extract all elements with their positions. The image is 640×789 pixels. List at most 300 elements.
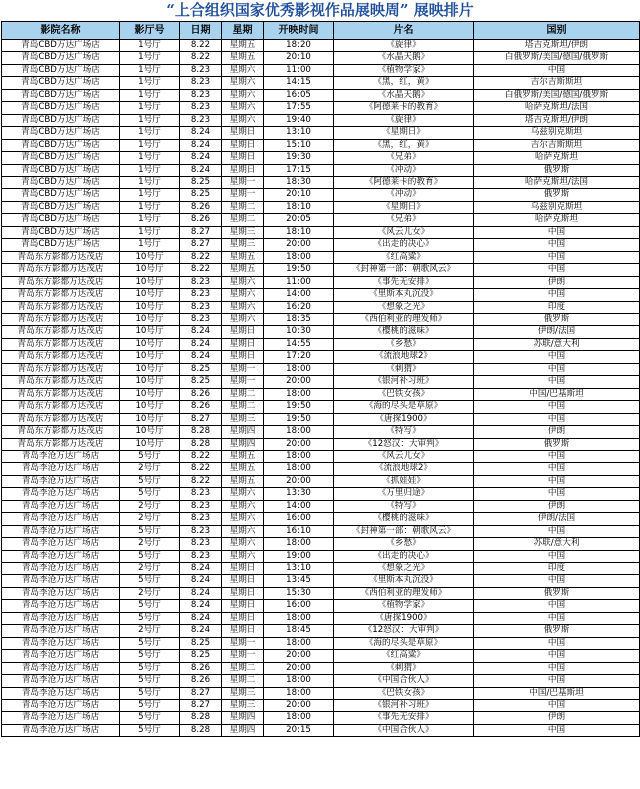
cell-date: 8.22 [180, 52, 222, 64]
cell-start-time: 20:00 [264, 438, 334, 450]
cell-weekday: 星期三 [222, 239, 264, 251]
cell-date: 8.23 [180, 102, 222, 114]
cell-cinema: 青岛东方影都万达茂店 [2, 289, 120, 301]
cell-cinema: 青岛李沧万达广场店 [2, 625, 120, 637]
header-row [2, 22, 640, 40]
cell-start-time: 18:00 [264, 363, 334, 375]
cell-hall: 5号厅 [120, 637, 180, 649]
cell-hall: 10号厅 [120, 376, 180, 388]
cell-hall: 10号厅 [120, 363, 180, 375]
table-row [2, 426, 640, 438]
cell-film-title: 《水晶天鹅》 [334, 89, 474, 101]
cell-hall: 1号厅 [120, 152, 180, 164]
cell-weekday: 星期一 [222, 376, 264, 388]
cell-start-time: 20:10 [264, 52, 334, 64]
table-row [2, 525, 640, 537]
cell-hall: 5号厅 [120, 662, 180, 674]
cell-weekday: 星期二 [222, 388, 264, 400]
cell-film-title: 《乡愁》 [334, 338, 474, 350]
table-row [2, 413, 640, 425]
cell-hall: 1号厅 [120, 214, 180, 226]
cell-hall: 5号厅 [120, 575, 180, 587]
table-row [2, 724, 640, 736]
table-row [2, 662, 640, 674]
cell-film-title: 《风云儿女》 [334, 450, 474, 462]
cell-film-title: 《流浪地球2》 [334, 351, 474, 363]
cell-country: 俄罗斯 [474, 189, 640, 201]
cell-cinema: 青岛CBD万达广场店 [2, 40, 120, 52]
cell-cinema: 青岛李沧万达广场店 [2, 637, 120, 649]
cell-film-title: 《西伯利亚的理发师》 [334, 587, 474, 599]
cell-country: 中国 [474, 376, 640, 388]
table-row [2, 625, 640, 637]
cell-date: 8.23 [180, 313, 222, 325]
cell-country: 中国 [474, 450, 640, 462]
cell-weekday: 星期二 [222, 662, 264, 674]
cell-start-time: 16:20 [264, 301, 334, 313]
cell-weekday: 星期六 [222, 301, 264, 313]
cell-film-title: 《流浪地球2》 [334, 463, 474, 475]
cell-cinema: 青岛李沧万达广场店 [2, 575, 120, 587]
cell-date: 8.26 [180, 675, 222, 687]
cell-hall: 10号厅 [120, 351, 180, 363]
cell-hall: 5号厅 [120, 675, 180, 687]
table-row [2, 77, 640, 89]
cell-date: 8.24 [180, 127, 222, 139]
cell-country: 中国 [474, 226, 640, 238]
cell-country: 中国 [474, 662, 640, 674]
cell-country: 哈萨克斯坦 [474, 214, 640, 226]
cell-cinema: 青岛CBD万达广场店 [2, 127, 120, 139]
cell-hall: 1号厅 [120, 77, 180, 89]
cell-weekday: 星期五 [222, 450, 264, 462]
cell-film-title: 《樱桃的滋味》 [334, 326, 474, 338]
cell-start-time: 14:00 [264, 500, 334, 512]
cell-film-title: 《封神第一部：朝歌风云》 [334, 525, 474, 537]
cell-hall: 5号厅 [120, 488, 180, 500]
cell-hall: 10号厅 [120, 326, 180, 338]
cell-film-title: 《巴铁女孩》 [334, 687, 474, 699]
cell-weekday: 星期一 [222, 637, 264, 649]
cell-cinema: 青岛CBD万达广场店 [2, 77, 120, 89]
cell-cinema: 青岛CBD万达广场店 [2, 102, 120, 114]
cell-country: 印度 [474, 563, 640, 575]
cell-weekday: 星期六 [222, 500, 264, 512]
cell-film-title: 《唐探1900》 [334, 413, 474, 425]
cell-hall: 10号厅 [120, 426, 180, 438]
cell-hall: 5号厅 [120, 712, 180, 724]
cell-hall: 2号厅 [120, 625, 180, 637]
cell-country: 中国 [474, 637, 640, 649]
table-row [2, 152, 640, 164]
table-row [2, 201, 640, 213]
cell-cinema: 青岛李沧万达广场店 [2, 513, 120, 525]
cell-hall: 5号厅 [120, 612, 180, 624]
schedule-table [1, 21, 640, 737]
table-row [2, 239, 640, 251]
cell-country: 中国 [474, 612, 640, 624]
cell-date: 8.25 [180, 637, 222, 649]
cell-hall: 1号厅 [120, 239, 180, 251]
cell-cinema: 青岛李沧万达广场店 [2, 650, 120, 662]
table-row [2, 463, 640, 475]
cell-date: 8.27 [180, 700, 222, 712]
cell-weekday: 星期二 [222, 214, 264, 226]
column-header-film-title: 片名 [334, 22, 474, 40]
cell-country: 伊朗 [474, 712, 640, 724]
cell-weekday: 星期五 [222, 40, 264, 52]
cell-hall: 2号厅 [120, 587, 180, 599]
cell-hall: 10号厅 [120, 264, 180, 276]
column-header-hall: 影厅号 [120, 22, 180, 40]
table-row [2, 326, 640, 338]
cell-cinema: 青岛李沧万达广场店 [2, 662, 120, 674]
cell-weekday: 星期六 [222, 313, 264, 325]
cell-start-time: 11:00 [264, 64, 334, 76]
table-row [2, 114, 640, 126]
cell-weekday: 星期日 [222, 351, 264, 363]
cell-weekday: 星期五 [222, 475, 264, 487]
cell-start-time: 18:00 [264, 463, 334, 475]
cell-country: 中国 [474, 575, 640, 587]
cell-date: 8.24 [180, 587, 222, 599]
cell-hall: 10号厅 [120, 413, 180, 425]
cell-hall: 1号厅 [120, 201, 180, 213]
cell-weekday: 星期六 [222, 538, 264, 550]
cell-country: 苏联/意大利 [474, 538, 640, 550]
cell-date: 8.23 [180, 89, 222, 101]
cell-cinema: 青岛李沧万达广场店 [2, 724, 120, 736]
cell-weekday: 星期四 [222, 426, 264, 438]
cell-weekday: 星期六 [222, 64, 264, 76]
cell-date: 8.22 [180, 40, 222, 52]
table-row [2, 289, 640, 301]
cell-start-time: 18:45 [264, 625, 334, 637]
cell-country: 伊朗/法国 [474, 513, 640, 525]
cell-country: 中国/巴基斯坦 [474, 687, 640, 699]
cell-hall: 2号厅 [120, 500, 180, 512]
cell-cinema: 青岛东方影都万达茂店 [2, 338, 120, 350]
cell-hall: 10号厅 [120, 313, 180, 325]
cell-weekday: 星期日 [222, 139, 264, 151]
cell-weekday: 星期六 [222, 114, 264, 126]
cell-film-title: 《12怒汉：大审判》 [334, 438, 474, 450]
cell-weekday: 星期六 [222, 102, 264, 114]
cell-film-title: 《特写》 [334, 426, 474, 438]
cell-start-time: 20:00 [264, 650, 334, 662]
cell-date: 8.23 [180, 525, 222, 537]
cell-cinema: 青岛CBD万达广场店 [2, 89, 120, 101]
cell-weekday: 星期一 [222, 189, 264, 201]
cell-film-title: 《事先无安排》 [334, 712, 474, 724]
cell-weekday: 星期二 [222, 401, 264, 413]
cell-date: 8.28 [180, 724, 222, 736]
cell-date: 8.22 [180, 475, 222, 487]
cell-cinema: 青岛李沧万达广场店 [2, 488, 120, 500]
cell-start-time: 19:30 [264, 152, 334, 164]
cell-date: 8.26 [180, 201, 222, 213]
table-row [2, 687, 640, 699]
cell-weekday: 星期日 [222, 575, 264, 587]
table-row [2, 612, 640, 624]
table-row [2, 575, 640, 587]
cell-date: 8.24 [180, 600, 222, 612]
cell-weekday: 星期六 [222, 289, 264, 301]
cell-country: 中国 [474, 264, 640, 276]
cell-start-time: 16:00 [264, 600, 334, 612]
cell-date: 8.22 [180, 450, 222, 462]
cell-country: 中国 [474, 413, 640, 425]
cell-cinema: 青岛东方影都万达茂店 [2, 301, 120, 313]
cell-start-time: 18:00 [264, 251, 334, 263]
cell-weekday: 星期六 [222, 525, 264, 537]
cell-date: 8.24 [180, 152, 222, 164]
table-row [2, 351, 640, 363]
cell-weekday: 星期日 [222, 338, 264, 350]
cell-cinema: 青岛李沧万达广场店 [2, 700, 120, 712]
column-header-cinema: 影院名称 [2, 22, 120, 40]
cell-start-time: 20:00 [264, 475, 334, 487]
cell-date: 8.22 [180, 251, 222, 263]
cell-film-title: 《特写》 [334, 500, 474, 512]
cell-film-title: 《银河补习班》 [334, 700, 474, 712]
cell-film-title: 《万里归途》 [334, 488, 474, 500]
cell-start-time: 18:10 [264, 226, 334, 238]
cell-country: 中国 [474, 650, 640, 662]
cell-cinema: 青岛李沧万达广场店 [2, 463, 120, 475]
cell-hall: 10号厅 [120, 401, 180, 413]
cell-film-title: 《星期日》 [334, 127, 474, 139]
cell-weekday: 星期五 [222, 251, 264, 263]
cell-date: 8.23 [180, 538, 222, 550]
table-row [2, 313, 640, 325]
cell-film-title: 《出走的决心》 [334, 550, 474, 562]
cell-start-time: 13:10 [264, 563, 334, 575]
table-row [2, 276, 640, 288]
cell-cinema: 青岛CBD万达广场店 [2, 226, 120, 238]
cell-film-title: 《红高粱》 [334, 650, 474, 662]
cell-date: 8.25 [180, 176, 222, 188]
cell-film-title: 《阿德莱卡的教育》 [334, 176, 474, 188]
cell-film-title: 《事先无安排》 [334, 276, 474, 288]
cell-start-time: 18:00 [264, 612, 334, 624]
cell-film-title: 《封神第一部：朝歌风云》 [334, 264, 474, 276]
cell-hall: 1号厅 [120, 64, 180, 76]
cell-film-title: 《兄弟》 [334, 214, 474, 226]
table-row [2, 301, 640, 313]
cell-film-title: 《中国合伙人》 [334, 675, 474, 687]
cell-weekday: 星期日 [222, 152, 264, 164]
cell-country: 哈萨克斯坦 [474, 152, 640, 164]
cell-film-title: 《植物学家》 [334, 600, 474, 612]
cell-date: 8.28 [180, 438, 222, 450]
cell-country: 中国 [474, 363, 640, 375]
cell-cinema: 青岛李沧万达广场店 [2, 600, 120, 612]
cell-weekday: 星期日 [222, 612, 264, 624]
table-row [2, 338, 640, 350]
cell-start-time: 20:05 [264, 214, 334, 226]
cell-date: 8.25 [180, 650, 222, 662]
cell-start-time: 19:50 [264, 264, 334, 276]
cell-date: 8.23 [180, 500, 222, 512]
cell-country: 乌兹别克斯坦 [474, 201, 640, 213]
cell-hall: 5号厅 [120, 550, 180, 562]
cell-hall: 10号厅 [120, 251, 180, 263]
cell-film-title: 《黑，红，黄》 [334, 77, 474, 89]
cell-cinema: 青岛东方影都万达茂店 [2, 376, 120, 388]
cell-hall: 2号厅 [120, 463, 180, 475]
cell-hall: 1号厅 [120, 114, 180, 126]
cell-country: 伊朗 [474, 276, 640, 288]
cell-country: 吉尔吉斯斯坦 [474, 139, 640, 151]
cell-weekday: 星期二 [222, 675, 264, 687]
cell-cinema: 青岛CBD万达广场店 [2, 64, 120, 76]
cell-film-title: 《兄弟》 [334, 152, 474, 164]
cell-film-title: 《刺猬》 [334, 662, 474, 674]
table-row [2, 675, 640, 687]
table-row [2, 513, 640, 525]
cell-weekday: 星期三 [222, 700, 264, 712]
cell-weekday: 星期日 [222, 127, 264, 139]
cell-weekday: 星期四 [222, 724, 264, 736]
cell-cinema: 青岛李沧万达广场店 [2, 563, 120, 575]
cell-hall: 1号厅 [120, 226, 180, 238]
cell-date: 8.25 [180, 376, 222, 388]
cell-film-title: 《想象之光》 [334, 563, 474, 575]
cell-weekday: 星期六 [222, 513, 264, 525]
cell-start-time: 20:10 [264, 189, 334, 201]
cell-country: 中国 [474, 600, 640, 612]
table-row [2, 538, 640, 550]
cell-film-title: 《旋律》 [334, 114, 474, 126]
cell-weekday: 星期五 [222, 463, 264, 475]
cell-weekday: 星期一 [222, 176, 264, 188]
cell-cinema: 青岛李沧万达广场店 [2, 500, 120, 512]
cell-country: 俄罗斯 [474, 625, 640, 637]
cell-hall: 10号厅 [120, 338, 180, 350]
table-row [2, 102, 640, 114]
cell-country: 中国 [474, 463, 640, 475]
cell-film-title: 《红高粱》 [334, 251, 474, 263]
cell-country: 中国 [474, 289, 640, 301]
cell-weekday: 星期六 [222, 89, 264, 101]
cell-cinema: 青岛李沧万达广场店 [2, 450, 120, 462]
cell-start-time: 15:10 [264, 139, 334, 151]
cell-weekday: 星期二 [222, 201, 264, 213]
cell-cinema: 青岛李沧万达广场店 [2, 675, 120, 687]
cell-weekday: 星期六 [222, 550, 264, 562]
cell-film-title: 《海的尽头是草原》 [334, 401, 474, 413]
cell-cinema: 青岛CBD万达广场店 [2, 239, 120, 251]
cell-film-title: 《植物学家》 [334, 64, 474, 76]
column-header-start-time: 开映时间 [264, 22, 334, 40]
cell-date: 8.26 [180, 388, 222, 400]
cell-start-time: 18:00 [264, 687, 334, 699]
cell-date: 8.26 [180, 662, 222, 674]
cell-start-time: 11:00 [264, 276, 334, 288]
cell-cinema: 青岛东方影都万达茂店 [2, 426, 120, 438]
cell-date: 8.23 [180, 77, 222, 89]
cell-hall: 1号厅 [120, 127, 180, 139]
cell-hall: 1号厅 [120, 176, 180, 188]
cell-hall: 1号厅 [120, 89, 180, 101]
table-row [2, 550, 640, 562]
cell-cinema: 青岛李沧万达广场店 [2, 475, 120, 487]
cell-cinema: 青岛李沧万达广场店 [2, 550, 120, 562]
cell-weekday: 星期日 [222, 164, 264, 176]
table-row [2, 438, 640, 450]
cell-film-title: 《中国合伙人》 [334, 724, 474, 736]
cell-cinema: 青岛东方影都万达茂店 [2, 326, 120, 338]
cell-weekday: 星期三 [222, 687, 264, 699]
cell-weekday: 星期日 [222, 563, 264, 575]
cell-start-time: 20:00 [264, 376, 334, 388]
cell-date: 8.26 [180, 214, 222, 226]
cell-hall: 1号厅 [120, 139, 180, 151]
cell-date: 8.23 [180, 301, 222, 313]
cell-film-title: 《旋律》 [334, 40, 474, 52]
table-row [2, 388, 640, 400]
cell-date: 8.23 [180, 289, 222, 301]
cell-cinema: 青岛李沧万达广场店 [2, 525, 120, 537]
cell-weekday: 星期六 [222, 488, 264, 500]
cell-start-time: 18:00 [264, 675, 334, 687]
cell-start-time: 18:00 [264, 426, 334, 438]
cell-date: 8.24 [180, 338, 222, 350]
cell-cinema: 青岛东方影都万达茂店 [2, 401, 120, 413]
cell-date: 8.24 [180, 563, 222, 575]
cell-hall: 10号厅 [120, 276, 180, 288]
cell-film-title: 《水晶天鹅》 [334, 52, 474, 64]
cell-cinema: 青岛东方影都万达茂店 [2, 251, 120, 263]
cell-start-time: 15:30 [264, 587, 334, 599]
cell-cinema: 青岛CBD万达广场店 [2, 152, 120, 164]
cell-weekday: 星期五 [222, 52, 264, 64]
cell-country: 白俄罗斯/美国/德国/俄罗斯 [474, 89, 640, 101]
cell-start-time: 20:00 [264, 662, 334, 674]
table-row [2, 488, 640, 500]
cell-start-time: 16:00 [264, 513, 334, 525]
cell-country: 中国 [474, 724, 640, 736]
cell-weekday: 星期一 [222, 650, 264, 662]
cell-start-time: 19:50 [264, 413, 334, 425]
cell-cinema: 青岛东方影都万达茂店 [2, 363, 120, 375]
cell-cinema: 青岛CBD万达广场店 [2, 176, 120, 188]
cell-hall: 5号厅 [120, 525, 180, 537]
table-row [2, 563, 640, 575]
table-row [2, 264, 640, 276]
cell-film-title: 《抓娃娃》 [334, 475, 474, 487]
table-row [2, 500, 640, 512]
cell-country: 白俄罗斯/美国/德国/俄罗斯 [474, 52, 640, 64]
cell-start-time: 14:00 [264, 289, 334, 301]
table-row [2, 363, 640, 375]
cell-cinema: 青岛东方影都万达茂店 [2, 413, 120, 425]
cell-country: 中国 [474, 401, 640, 413]
table-row [2, 127, 640, 139]
cell-hall: 2号厅 [120, 563, 180, 575]
cell-date: 8.23 [180, 550, 222, 562]
cell-film-title: 《里斯本丸沉没》 [334, 289, 474, 301]
cell-country: 俄罗斯 [474, 164, 640, 176]
cell-start-time: 17:20 [264, 351, 334, 363]
cell-date: 8.28 [180, 712, 222, 724]
cell-date: 8.23 [180, 488, 222, 500]
cell-film-title: 《出走的决心》 [334, 239, 474, 251]
table-row [2, 450, 640, 462]
table-row [2, 700, 640, 712]
cell-country: 俄罗斯 [474, 438, 640, 450]
